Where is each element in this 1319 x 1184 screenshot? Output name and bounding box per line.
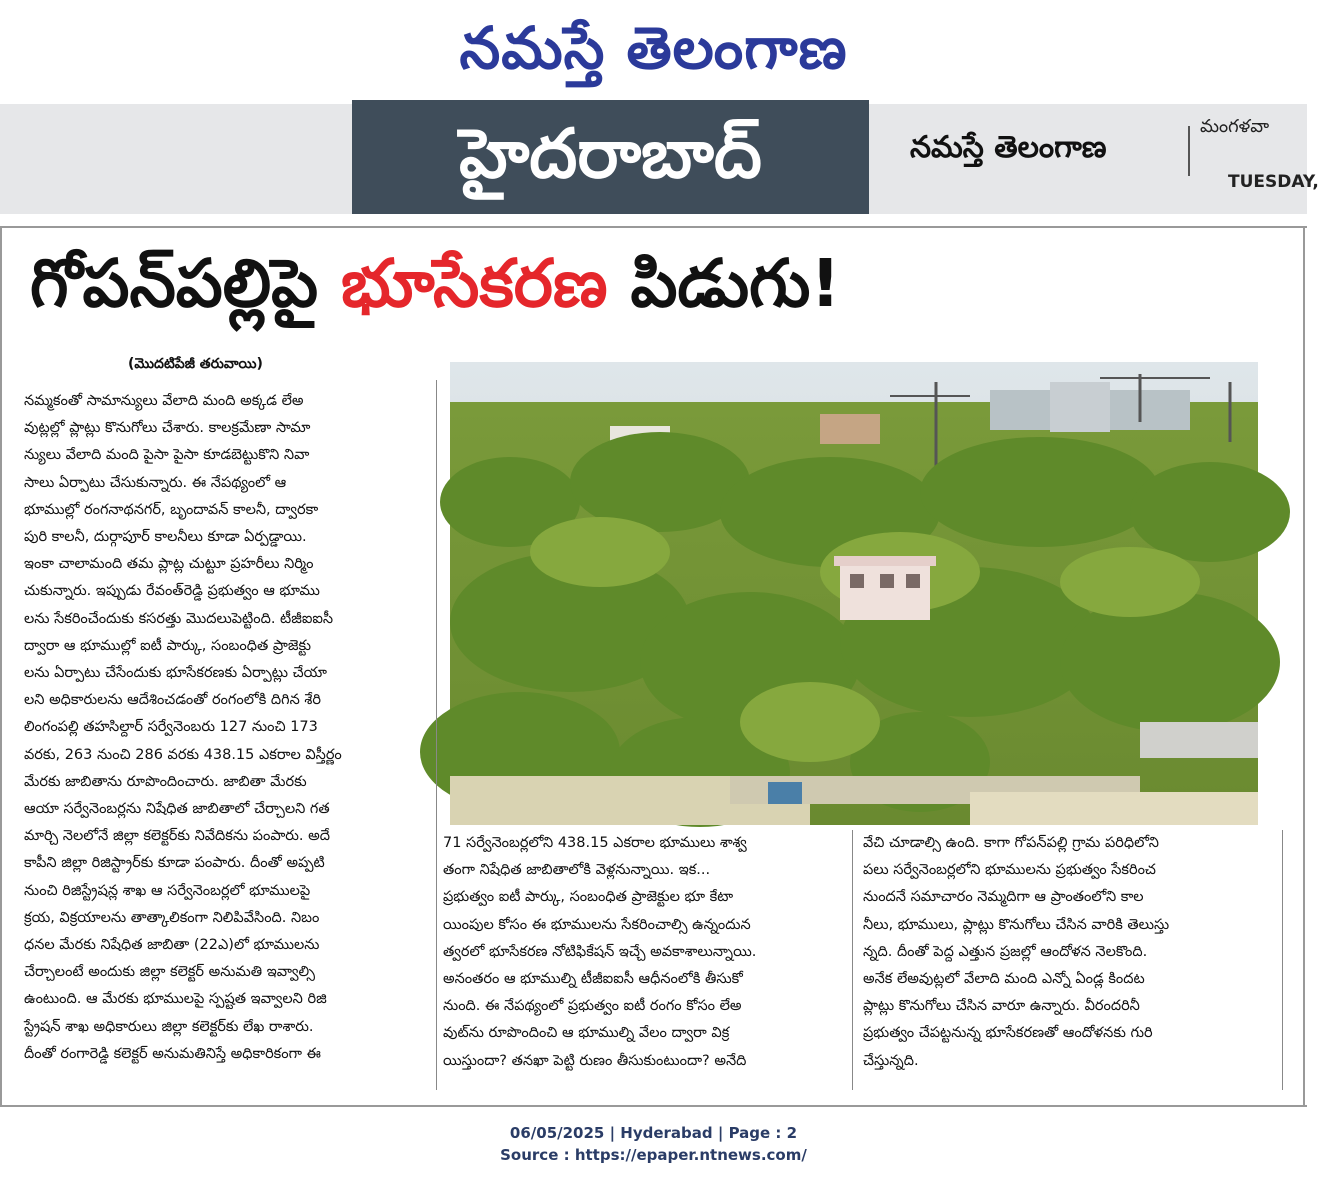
section-brand: నమస్తే తెలంగాణ [910, 130, 1107, 165]
divider [1188, 126, 1190, 176]
masthead-logo: నమస్తే తెలంగాణ [459, 14, 848, 82]
article-line: వుట్లల్లో ప్లాట్లు కొనుగోలు చేశారు. కాలక్రమేణా సామా [24, 420, 311, 437]
article-frame-top [0, 226, 1307, 228]
headline-part2: భూసేకరణ [341, 245, 608, 322]
column-rule-2 [852, 830, 853, 1090]
article-line: న్యులు వేలాది మంది పైసా పైసా కూడబెట్టుకొని నివా [24, 447, 310, 464]
article-line: సాలు ఏర్పాటు చేసుకున్నారు. ఈ నేపథ్యంలో ఆ [24, 474, 287, 491]
article-line: ప్రభుత్వం చేపట్టనున్న భూసేకరణతో ఆందోళనకు గురి [863, 1025, 1153, 1042]
article-line: అనంతరం ఆ భూముల్ని టీజీఐఐసీ ఆధీనంలోకి తీసుకో [443, 971, 743, 988]
article-line: ఇంకా చాలామంది తమ ప్లాట్ల చుట్టూ ప్రహరీలు నిర్మిం [24, 556, 314, 573]
article-line: వుట్‌ను రూపొందించి ఆ భూముల్ని వేలం ద్వారా విక్ర [443, 1025, 730, 1042]
article-line: వరకు, 263 నుంచి 286 వరకు 438.15 ఎకరాల విస్తీర్ణం [24, 746, 342, 763]
continuation-kicker: (మొదటిపేజీ తరువాయి) [128, 356, 263, 372]
article-line: న్నది. దీంతో పెద్ద ఎత్తున ప్రజల్లో ఆందోళన నెలకొంది. [863, 943, 1148, 960]
column-rule-3 [1282, 830, 1283, 1090]
article-line: త్వరలో భూసేకరణ నోటిఫికేషన్ ఇచ్చే అవకాశాలున్నాయి. [443, 943, 757, 960]
headline-part3: పిడుగు! [630, 245, 841, 322]
article-photo [450, 362, 1258, 825]
column-rule-1 [436, 380, 437, 1090]
article-line: భూముల్లో రంగనాథనగర్, బృందావన్ కాలనీ, ద్వారకా [24, 501, 319, 518]
article-line: లని అధికారులను ఆదేశించడంతో రంగంలోకి దిగిన శేరి [24, 692, 321, 709]
article-line: యిస్తుందా? తనఖా పెట్టి రుణం తీసుకుంటుందా? అనేది [443, 1052, 747, 1069]
article-line: ద్వారా ఆ భూముల్లో ఐటీ పార్కు, సంబంధిత ప్రాజెక్టు [24, 637, 312, 654]
article-line: స్ట్రేషన్ శాఖ అధికారులు జిల్లా కలెక్టర్‌కు లేఖ రాశారు. [24, 1018, 314, 1035]
article-line: చేస్తున్నది. [863, 1052, 919, 1069]
article-line: పురి కాలనీ, దుర్గాపూర్ కాలనీలు కూడా ఏర్పడ్డాయి. [24, 529, 307, 546]
article-line: 71 సర్వేనెంబర్లలోని 438.15 ఎకరాల భూములు శాశ్వ [443, 835, 747, 851]
article-line: చేర్చాలంటే అందుకు జిల్లా కలెక్టర్ అనుమతి ఇవ్వాల్సి [24, 964, 316, 981]
article-line: పలు సర్వేనెంబర్లలోని భూములను ప్రభుత్వం సేకరించ [863, 862, 1156, 879]
article-line: నమ్మకంతో సామాన్యులు వేలాది మంది అక్కడ లేఅ [24, 393, 304, 409]
footer-date-page: 06/05/2025 | Hyderabad | Page : 2 [509, 1124, 798, 1142]
article-line: ఆయా సర్వేనెంబర్లను నిషేధిత జాబితాలో చేర్చాలని గత [24, 801, 330, 818]
article-headline [30, 236, 1270, 332]
article-line: అనేక లేఅవుట్లలో వేలాది మంది ఎన్నో ఏండ్ల కిందట [863, 971, 1145, 988]
article-line: నీలు, భూములు, ప్లాట్లు కొనుగోలు చేసిన వారికి తెలుస్తు [863, 916, 1170, 933]
article-line: నుందనే సమాచారం నెమ్మదిగా ఆ ప్రాంతంలోని కాల [863, 889, 1144, 906]
article-line: దీంతో రంగారెడ్డి కలెక్టర్ అనుమతినిస్తే అధికారికంగా ఈ [24, 1045, 321, 1062]
article-frame-right [1303, 226, 1305, 1106]
article-column-2 [443, 830, 841, 1075]
date-english: TUESDAY, [1228, 172, 1319, 192]
article-line: మార్చి నెలలోనే జిల్లా కలెక్టర్‌కు నివేదికను పంపారు. అదే [24, 828, 330, 845]
article-line: నుంది. ఈ నేపథ్యంలో ప్రభుత్వం ఐటీ రంగం కోసం లేఅ [443, 998, 742, 1015]
article-line: లను సేకరించేందుకు కసరత్తు మొదలుపెట్టింది. టీజీఐఐసీ [24, 610, 334, 627]
article-line: కాపీని జిల్లా రిజిస్ట్రార్‌కు కూడా పంపారు. దీంతో అప్పటి [24, 855, 325, 872]
footer-source: Source : https://epaper.ntnews.com/ [500, 1146, 807, 1164]
article-line: చుకున్నారు. ఇప్పుడు రేవంత్‌రెడ్డి ప్రభుత్వం ఆ భూము [24, 583, 320, 600]
article-column-3 [863, 830, 1271, 1075]
article-line: తంగా నిషేధిత జాబితాలోకి వెళ్లనున్నాయి. ఇక... [443, 862, 711, 879]
article-frame-bottom [0, 1105, 1307, 1107]
land-photo-illustration [450, 362, 1258, 825]
section-title: హైదరాబాద్ [352, 100, 869, 214]
article-column-1 [24, 388, 432, 1068]
article-line: మేరకు జాబితాను రూపొందించారు. జాబితా మేరకు [24, 773, 307, 790]
headline-part1: గోపన్‌పల్లిపై [30, 245, 319, 322]
article-line: లింగంపల్లి తహసిల్దార్ సర్వేనెంబరు 127 నుంచి 173 [24, 719, 318, 736]
article-frame-left [0, 226, 2, 1106]
article-line: ధనల మేరకు నిషేధిత జాబితా (22ఎ)లో భూములను [24, 937, 320, 954]
article-line: లను ఏర్పాటు చేసేందుకు భూసేకరణకు ఏర్పాట్లు చేయా [24, 665, 327, 682]
date-telugu: మంగళవా [1200, 116, 1270, 137]
article-line: క్రయ, విక్రయాలను తాత్కాలికంగా నిలిపివేసింది. నిబం [24, 909, 320, 926]
article-line: ప్రభుత్వం ఐటీ పార్కు, సంబంధిత ప్రాజెక్టుల భూ కేటా [443, 889, 734, 906]
article-line: ప్లాట్లు కొనుగోలు చేసిన వారూ ఉన్నారు. వీరందరినీ [863, 998, 1140, 1015]
article-line: వేచి చూడాల్సి ఉంది. కాగా గోపన్‌పల్లి గ్రామ పరిధిలోని [863, 835, 1159, 851]
article-line: నుంచి రిజిస్ట్రేషన్ల శాఖ ఆ సర్వేనెంబర్లలో భూములపై [24, 882, 311, 899]
article-line: యింపుల కోసం ఈ భూములను సేకరించాల్సి ఉన్నందున [443, 916, 751, 933]
article-line: ఉంటుంది. ఆ మేరకు భూములపై స్పష్టత ఇవ్వాలని రిజి [24, 991, 327, 1008]
